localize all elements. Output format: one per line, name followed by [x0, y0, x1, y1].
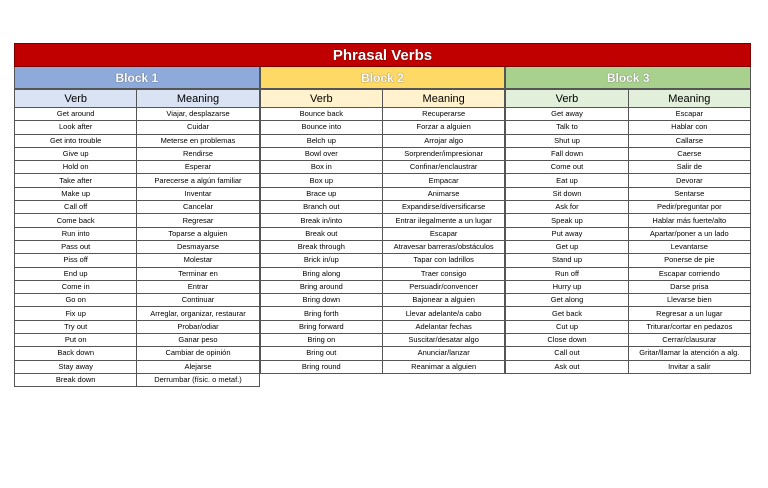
table-row: [260, 174, 505, 187]
verb-cell: Pass out: [15, 240, 137, 253]
meaning-cell: Pedir/preguntar por: [628, 201, 750, 214]
meaning-cell: Regresar: [137, 214, 259, 227]
verb-cell: Put away: [506, 227, 628, 240]
table-row: [506, 240, 751, 253]
meaning-cell: Gritar/llamar la atención a alg.: [628, 347, 750, 360]
meaning-cell: Llevar adelante/a cabo: [382, 307, 504, 320]
meaning-cell: Arreglar, organizar, restaurar: [137, 307, 259, 320]
meaning-cell: Sentarse: [628, 187, 750, 200]
table-row: [15, 227, 260, 240]
table-row: [260, 347, 505, 360]
verb-cell: Look after: [15, 121, 137, 134]
verb-cell: Bring down: [260, 294, 382, 307]
table-row: [506, 187, 751, 200]
verb-cell: Break down: [15, 373, 137, 386]
meaning-cell: Anunciar/lanzar: [382, 347, 504, 360]
meaning-column-header: Meaning: [382, 90, 504, 108]
block-1: [14, 67, 260, 387]
meaning-cell: Devorar: [628, 174, 750, 187]
block-table: [505, 89, 751, 374]
table-row: [15, 201, 260, 214]
meaning-cell: Ganar peso: [137, 334, 259, 347]
table-row: [260, 134, 505, 147]
verb-cell: Try out: [15, 320, 137, 333]
meaning-cell: Hablar con: [628, 121, 750, 134]
table-row: [15, 121, 260, 134]
table-row: [260, 147, 505, 160]
verb-cell: Ask for: [506, 201, 628, 214]
table-row: [506, 161, 751, 174]
table-row: [506, 267, 751, 280]
table-row: [15, 240, 260, 253]
meaning-cell: Triturar/cortar en pedazos: [628, 320, 750, 333]
table-row: [260, 214, 505, 227]
meaning-cell: Tapar con ladrillos: [382, 254, 504, 267]
block-table: [260, 89, 506, 374]
table-row: [15, 134, 260, 147]
meaning-cell: Invitar a salir: [628, 360, 750, 373]
meaning-cell: Escapar corriendo: [628, 267, 750, 280]
meaning-cell: Rendirse: [137, 147, 259, 160]
meaning-cell: Recuperarse: [382, 108, 504, 121]
meaning-cell: Empacar: [382, 174, 504, 187]
table-row: [260, 294, 505, 307]
meaning-cell: Apartar/poner a un lado: [628, 227, 750, 240]
verb-cell: Break out: [260, 227, 382, 240]
verb-cell: Break in/into: [260, 214, 382, 227]
table-row: [15, 347, 260, 360]
table-row: [15, 373, 260, 386]
verb-cell: Close down: [506, 334, 628, 347]
meaning-cell: Toparse a alguien: [137, 227, 259, 240]
verb-cell: Fall down: [506, 147, 628, 160]
verb-cell: Shut up: [506, 134, 628, 147]
table-row: [506, 360, 751, 373]
table-row: [15, 360, 260, 373]
table-row: [260, 320, 505, 333]
meaning-cell: Forzar a alguien: [382, 121, 504, 134]
verb-cell: Bring out: [260, 347, 382, 360]
verb-cell: Back down: [15, 347, 137, 360]
table-row: [15, 108, 260, 121]
meaning-cell: Arrojar algo: [382, 134, 504, 147]
verb-cell: Get up: [506, 240, 628, 253]
verb-cell: Run off: [506, 267, 628, 280]
verb-cell: Belch up: [260, 134, 382, 147]
verb-cell: Get away: [506, 108, 628, 121]
verb-cell: Cut up: [506, 320, 628, 333]
meaning-cell: Suscitar/desatar algo: [382, 334, 504, 347]
verb-cell: Hold on: [15, 161, 137, 174]
verb-cell: Bounce back: [260, 108, 382, 121]
verb-cell: Put on: [15, 334, 137, 347]
verb-cell: Call out: [506, 347, 628, 360]
meaning-cell: Ponerse de pie: [628, 254, 750, 267]
meaning-cell: Bajonear a alguien: [382, 294, 504, 307]
meaning-cell: Expandirse/diversificarse: [382, 201, 504, 214]
verb-cell: Branch out: [260, 201, 382, 214]
phrasal-verbs-sheet: [14, 43, 751, 487]
verb-cell: Call off: [15, 201, 137, 214]
table-row: [260, 121, 505, 134]
table-row: [506, 347, 751, 360]
meaning-cell: Inventar: [137, 187, 259, 200]
table-row: [506, 334, 751, 347]
verb-cell: Bring round: [260, 360, 382, 373]
table-row: [15, 334, 260, 347]
verb-cell: Bounce into: [260, 121, 382, 134]
table-row: [260, 240, 505, 253]
table-row: [506, 174, 751, 187]
meaning-cell: Parecerse a algún familiar: [137, 174, 259, 187]
table-row: [506, 214, 751, 227]
meaning-cell: Regresar a un lugar: [628, 307, 750, 320]
meaning-cell: Confinar/enclaustrar: [382, 161, 504, 174]
verb-cell: Give up: [15, 147, 137, 160]
verb-cell: Bring along: [260, 267, 382, 280]
verb-cell: End up: [15, 267, 137, 280]
block-3: [505, 67, 751, 374]
table-row: [506, 254, 751, 267]
verb-cell: Bowl over: [260, 147, 382, 160]
meaning-cell: Alejarse: [137, 360, 259, 373]
table-row: [506, 320, 751, 333]
verb-cell: Go on: [15, 294, 137, 307]
meaning-column-header: Meaning: [628, 90, 750, 108]
table-row: [260, 201, 505, 214]
table-row: [15, 174, 260, 187]
meaning-cell: Cancelar: [137, 201, 259, 214]
meaning-cell: Escapar: [382, 227, 504, 240]
table-row: [506, 134, 751, 147]
meaning-cell: Continuar: [137, 294, 259, 307]
verb-cell: Sit down: [506, 187, 628, 200]
table-row: [260, 227, 505, 240]
meaning-cell: Cerrar/clausurar: [628, 334, 750, 347]
meaning-cell: Traer consigo: [382, 267, 504, 280]
verb-cell: Come out: [506, 161, 628, 174]
table-row: [260, 267, 505, 280]
meaning-cell: Molestar: [137, 254, 259, 267]
verb-cell: Break through: [260, 240, 382, 253]
verb-cell: Bring forward: [260, 320, 382, 333]
verb-cell: Stay away: [15, 360, 137, 373]
meaning-cell: Cambiar de opinión: [137, 347, 259, 360]
table-row: [506, 307, 751, 320]
meaning-cell: Callarse: [628, 134, 750, 147]
block-title: Block 2: [260, 67, 506, 89]
verb-cell: Hurry up: [506, 280, 628, 293]
table-row: [15, 214, 260, 227]
verb-cell: Come in: [15, 280, 137, 293]
meaning-cell: Meterse en problemas: [137, 134, 259, 147]
table-row: [260, 108, 505, 121]
verb-cell: Stand up: [506, 254, 628, 267]
table-row: [15, 294, 260, 307]
verb-cell: Eat up: [506, 174, 628, 187]
blocks-container: [14, 67, 751, 487]
verb-cell: Bring on: [260, 334, 382, 347]
meaning-cell: Atravesar barreras/obstáculos: [382, 240, 504, 253]
block-title: Block 3: [505, 67, 751, 89]
table-row: [506, 201, 751, 214]
verb-column-header: Verb: [15, 90, 137, 108]
verb-cell: Get into trouble: [15, 134, 137, 147]
meaning-cell: Entrar ilegalmente a un lugar: [382, 214, 504, 227]
meaning-cell: Animarse: [382, 187, 504, 200]
verb-cell: Get along: [506, 294, 628, 307]
table-row: [506, 147, 751, 160]
table-row: [260, 307, 505, 320]
meaning-cell: Entrar: [137, 280, 259, 293]
verb-cell: Come back: [15, 214, 137, 227]
meaning-cell: Salir de: [628, 161, 750, 174]
table-row: [260, 280, 505, 293]
meaning-cell: Desmayarse: [137, 240, 259, 253]
meaning-cell: Hablar más fuerte/alto: [628, 214, 750, 227]
meaning-cell: Levantarse: [628, 240, 750, 253]
block-2: [260, 67, 506, 374]
sheet-title: Phrasal Verbs: [14, 43, 751, 67]
meaning-cell: Caerse: [628, 147, 750, 160]
verb-cell: Brick in/up: [260, 254, 382, 267]
table-row: [15, 147, 260, 160]
table-row: [15, 307, 260, 320]
verb-cell: Piss off: [15, 254, 137, 267]
meaning-cell: Persuadir/convencer: [382, 280, 504, 293]
table-row: [15, 254, 260, 267]
verb-cell: Bring forth: [260, 307, 382, 320]
verb-column-header: Verb: [260, 90, 382, 108]
meaning-cell: Escapar: [628, 108, 750, 121]
meaning-cell: Llevarse bien: [628, 294, 750, 307]
table-row: [15, 320, 260, 333]
table-row: [260, 334, 505, 347]
verb-column-header: Verb: [506, 90, 628, 108]
table-row: [15, 187, 260, 200]
verb-cell: Take after: [15, 174, 137, 187]
verb-cell: Make up: [15, 187, 137, 200]
verb-cell: Brace up: [260, 187, 382, 200]
meaning-cell: Derrumbar (físic. o metaf.): [137, 373, 259, 386]
meaning-cell: Esperar: [137, 161, 259, 174]
verb-cell: Talk to: [506, 121, 628, 134]
meaning-column-header: Meaning: [137, 90, 259, 108]
verb-cell: Speak up: [506, 214, 628, 227]
verb-cell: Bring around: [260, 280, 382, 293]
meaning-cell: Probar/odiar: [137, 320, 259, 333]
table-row: [260, 161, 505, 174]
verb-cell: Box up: [260, 174, 382, 187]
verb-cell: Get around: [15, 108, 137, 121]
table-row: [15, 280, 260, 293]
table-row: [506, 121, 751, 134]
meaning-cell: Sorprender/impresionar: [382, 147, 504, 160]
meaning-cell: Viajar, desplazarse: [137, 108, 259, 121]
block-title: Block 1: [14, 67, 260, 89]
table-row: [15, 161, 260, 174]
verb-cell: Get back: [506, 307, 628, 320]
verb-cell: Fix up: [15, 307, 137, 320]
meaning-cell: Terminar en: [137, 267, 259, 280]
table-row: [506, 294, 751, 307]
verb-cell: Run into: [15, 227, 137, 240]
table-row: [260, 360, 505, 373]
meaning-cell: Reanimar a alguien: [382, 360, 504, 373]
verb-cell: Ask out: [506, 360, 628, 373]
meaning-cell: Darse prisa: [628, 280, 750, 293]
table-row: [15, 267, 260, 280]
meaning-cell: Adelantar fechas: [382, 320, 504, 333]
verb-cell: Box in: [260, 161, 382, 174]
table-row: [260, 254, 505, 267]
table-row: [260, 187, 505, 200]
table-row: [506, 227, 751, 240]
table-row: [506, 280, 751, 293]
meaning-cell: Cuidar: [137, 121, 259, 134]
block-table: [14, 89, 260, 387]
table-row: [506, 108, 751, 121]
